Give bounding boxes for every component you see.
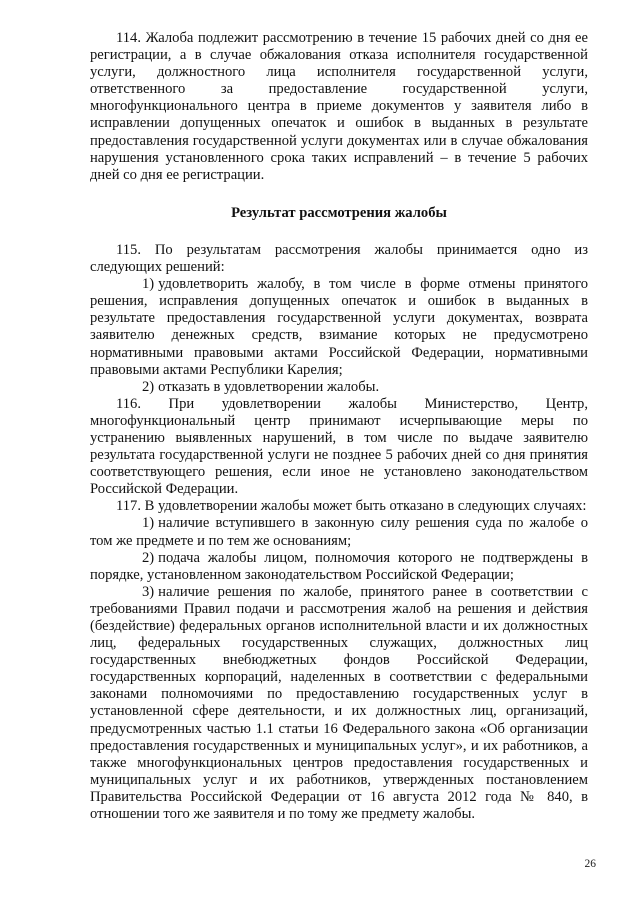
list-number: 2): [142, 549, 155, 566]
list-item-text: подача жалобы лицом, полномочия которого не подтверждены в порядке, установленном законодательством Российской Федерации;: [90, 549, 588, 583]
list-item-115-2: [90, 379, 588, 396]
list-item-text: наличие вступившего в законную силу решения суда по жалобе о том же предмете и по тем же основаниям;: [90, 515, 588, 549]
paragraph-114: 114. Жалоба подлежит рассмотрению в течение 15 рабочих дней со дня ее регистрации, а в случае обжалования отказа исполнителя государственной услуги, должностного лица исполнителя государственной услуги, ответственного за предоставление государственной услуги, многофункционального центра в приеме документов у заявителя либо в исправлении допущенных опечаток и ошибок в выданных в результате предоставления государственной услуги документах или в случае обжалования нарушения установленного срока таких исправлений – в течение 5 рабочих дней со дня ее регистрации.: [90, 30, 588, 183]
paragraph-116: 116. При удовлетворении жалобы Министерство, Центр, многофункциональный центр принимают исчерпывающие меры по устранению выявленных нарушений, в том числе по выдаче заявителю результата государственной услуги не позднее 5 рабочих дней со дня принятия соответствующего решения, если иное не установлено законодательством Российской Федерации.: [90, 395, 588, 498]
paragraph-115: 115. По результатам рассмотрения жалобы принимается одно из следующих решений:: [90, 241, 588, 276]
list-item-text: удовлетворить жалобу, в том числе в форме отмены принятого решения, исправления допущенных опечаток и ошибок в выданных в результате предоставления государственной услуги документах, возврата заявителю денежных средств, взимание которых не предусмотрено нормативными правовыми актами Российской Федерации, нормативными правовыми актами Республики Карелия;: [90, 276, 588, 378]
document-body: [90, 30, 588, 823]
list-number: 1): [142, 276, 155, 293]
list-item-text: наличие решения по жалобе, принятого ранее в соответствии с требованиями Правил подачи и рассмотрения жалоб на решения и действия (бездействие) федеральных органов исполнительной власти и их должностных лиц, федеральных государственных служащих, должностных лиц государственных внебюджетных фондов Российской Федерации, государственных корпораций, наделенных в соответствии с федеральными законами полномочиями по предоставлению государственных услуг в установленной сфере деятельности, и их должностных лиц, организаций, предусмотренных частью 1.1 статьи 16 Федерального закона «Об организации предоставления государственных и муниципальных услуг», и их работников, а также многофункциональных центров предоставления государственных и муниципальных услуг и их работников, утвержденных постановлением Правительства Российской Федерации от 16 августа 2012 года № 840, в отношении того же заявителя и по тому же предмету жалобы.: [90, 583, 588, 823]
page-number: 26: [584, 858, 596, 870]
list-number: 1): [142, 515, 155, 532]
list-number: 2): [142, 378, 155, 395]
list-number: 3): [142, 583, 155, 600]
list-item-117-3: [90, 584, 588, 823]
list-item-115-1: [90, 276, 588, 379]
list-item-117-1: [90, 515, 588, 549]
list-item-text: отказать в удовлетворении жалобы.: [158, 378, 380, 395]
list-item-117-2: [90, 550, 588, 584]
section-heading: Результат рассмотрения жалобы: [231, 204, 447, 221]
paragraph-117: 117. В удовлетворении жалобы может быть отказано в следующих случаях:: [116, 498, 587, 515]
